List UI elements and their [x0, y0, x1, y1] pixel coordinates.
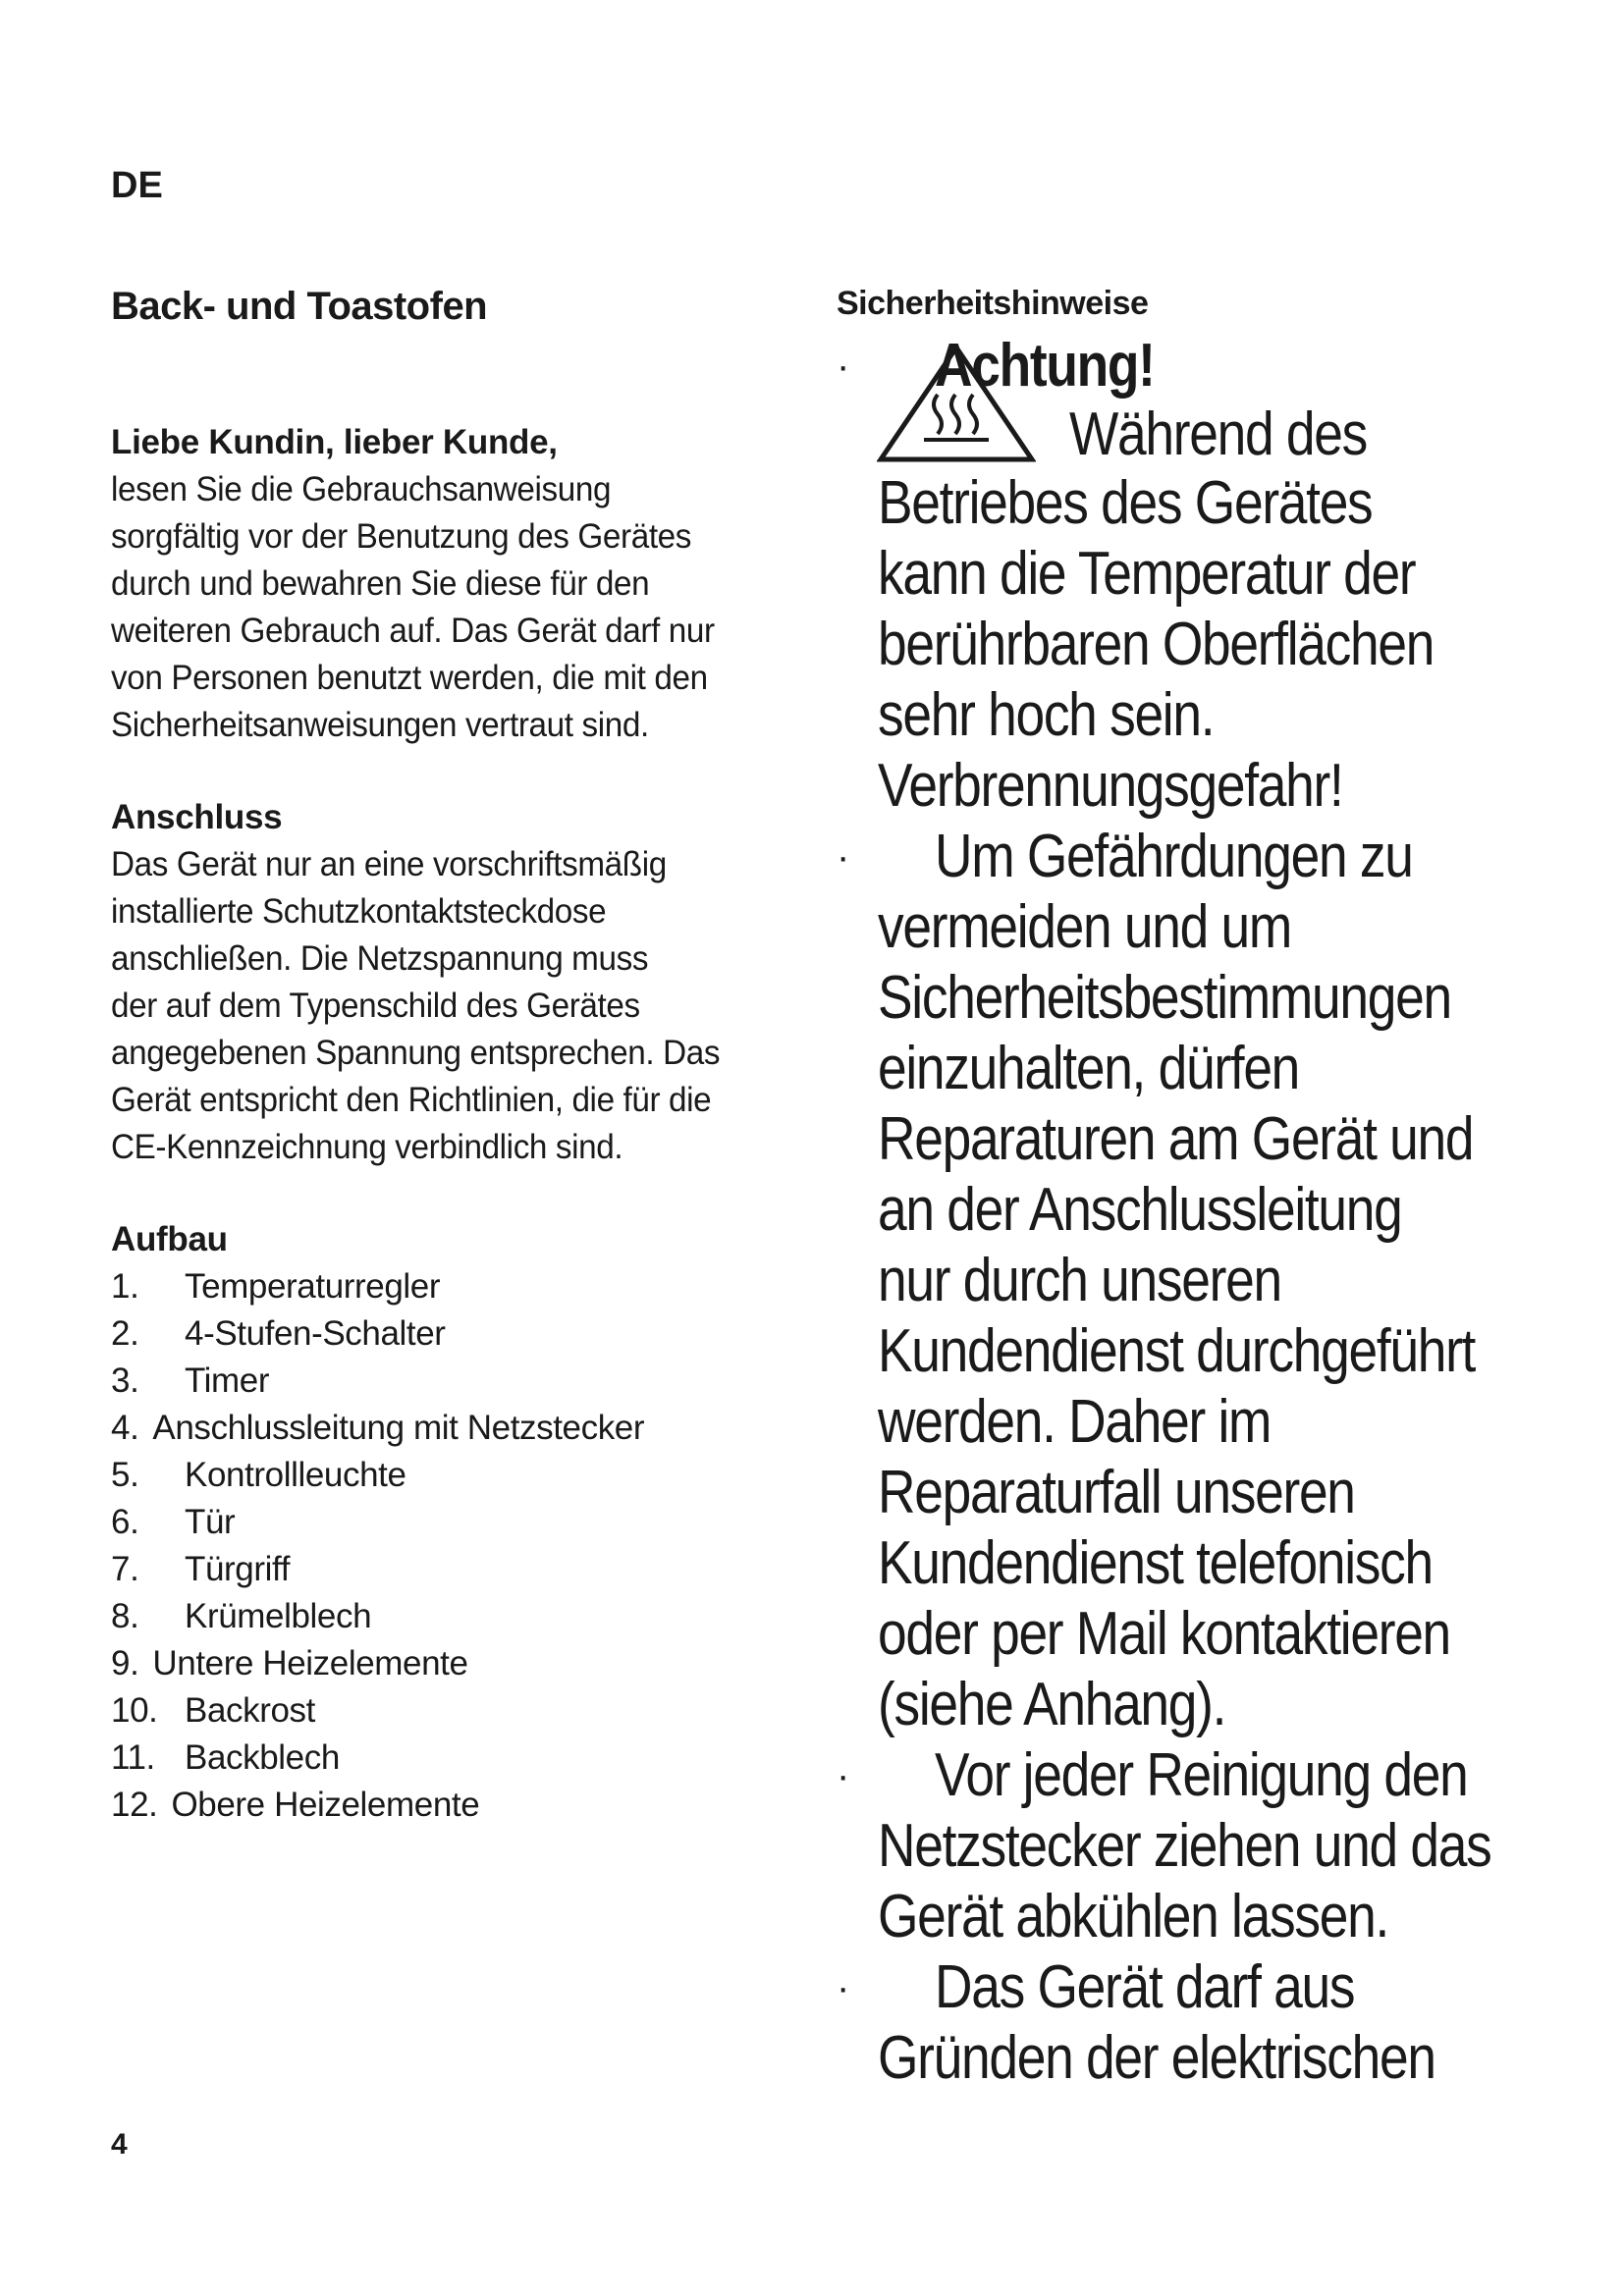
- list-item: [111, 1687, 788, 1735]
- safety-line: einzuhalten, dürfen: [878, 1035, 1300, 1102]
- safety-line: Gründen der elektrischen: [878, 2024, 1435, 2092]
- part-number: 6.: [111, 1503, 139, 1541]
- safety-line: Reparaturen am Gerät und: [878, 1105, 1474, 1173]
- part-number: 10.: [111, 1691, 158, 1730]
- part-label: Kontrollleuchte: [185, 1456, 406, 1494]
- list-item: [111, 1358, 788, 1405]
- list-item: [111, 1499, 788, 1546]
- intro-line: durch und bewahren Sie diese für den: [111, 564, 650, 603]
- safety-heading: Sicherheitshinweise: [837, 285, 1149, 322]
- part-label: Obere Heizelemente: [171, 1786, 480, 1824]
- part-label: Türgriff: [185, 1550, 291, 1588]
- part-label: Untere Heizelemente: [152, 1644, 468, 1682]
- safety-line: Sicherheitsbestimmungen: [878, 964, 1451, 1032]
- greeting: Liebe Kundin, lieber Kunde,: [111, 423, 558, 461]
- safety-line: Verbrennungsgefahr!: [878, 752, 1343, 820]
- part-number: 11.: [111, 1738, 155, 1777]
- right-column: [837, 285, 1524, 2094]
- part-number: 1.: [111, 1267, 139, 1306]
- safety-line: Kundendienst durchgeführt: [878, 1317, 1476, 1385]
- part-number: 12.: [111, 1786, 158, 1824]
- safety-line: kann die Temperatur der: [878, 540, 1416, 608]
- list-item: [111, 1310, 788, 1358]
- safety-line: Um Gefährdungen zu: [935, 823, 1413, 890]
- part-number: 3.: [111, 1362, 139, 1400]
- intro-line: sorgfältig vor der Benutzung des Gerätes: [111, 517, 692, 556]
- safety-line: Das Gerät darf aus: [935, 1953, 1355, 2021]
- connection-line: angegebenen Spannung entsprechen. Das: [111, 1034, 721, 1072]
- structure-heading: Aufbau: [111, 1220, 228, 1258]
- connection-line: installierte Schutzkontaktsteckdose: [111, 892, 607, 931]
- connection-line: Das Gerät nur an eine vorschriftsmäßig: [111, 845, 667, 883]
- part-number: 7.: [111, 1550, 139, 1588]
- safety-line: Betriebes des Gerätes: [878, 469, 1373, 537]
- safety-line: Gerät abkühlen lassen.: [878, 1883, 1388, 1950]
- connection-heading: Anschluss: [111, 798, 283, 836]
- safety-line: vermeiden und um: [878, 893, 1291, 961]
- list-item: [111, 1452, 788, 1499]
- safety-item: [837, 822, 1524, 892]
- safety-line: sehr hoch sein.: [878, 681, 1215, 749]
- left-column: [111, 285, 788, 1829]
- document-title: Back- und Toastofen: [111, 285, 488, 328]
- bullet: ·: [837, 345, 850, 388]
- safety-item: [837, 1952, 1524, 2023]
- part-label: Backblech: [185, 1738, 340, 1777]
- part-label: Anschlussleitung mit Netzstecker: [152, 1409, 645, 1447]
- bullet: ·: [837, 1754, 850, 1797]
- safety-line: (siehe Anhang).: [878, 1671, 1226, 1738]
- part-number: 8.: [111, 1597, 139, 1635]
- connection-line: der auf dem Typenschild des Gerätes: [111, 987, 640, 1025]
- safety-line: berührbaren Oberflächen: [878, 611, 1435, 678]
- list-item: [111, 1405, 788, 1452]
- list-item: [111, 1735, 788, 1782]
- part-number: 9.: [111, 1644, 139, 1682]
- connection-line: Gerät entspricht den Richtlinien, die für die: [111, 1081, 712, 1119]
- intro-line: Sicherheitsanweisungen vertraut sind.: [111, 706, 649, 744]
- part-number: 4.: [111, 1409, 139, 1447]
- safety-line: an der Anschlussleitung: [878, 1176, 1402, 1244]
- part-label: Krümelblech: [185, 1597, 372, 1635]
- safety-line: Kundendienst telefonisch: [878, 1529, 1433, 1597]
- part-number: 5.: [111, 1456, 139, 1494]
- safety-line: nur durch unseren: [878, 1247, 1281, 1314]
- safety-line: oder per Mail kontaktieren: [878, 1600, 1450, 1668]
- part-number: 2.: [111, 1314, 139, 1353]
- part-label: Temperaturregler: [185, 1267, 441, 1306]
- list-item: [111, 1640, 788, 1687]
- list-item: [111, 1263, 788, 1310]
- safety-line: Vor jeder Reinigung den: [935, 1741, 1468, 1809]
- safety-item: [837, 1740, 1524, 1811]
- part-label: Tür: [185, 1503, 236, 1541]
- intro-line: lesen Sie die Gebrauchsanweisung: [111, 470, 612, 508]
- part-label: 4-Stufen-Schalter: [185, 1314, 446, 1353]
- hot-surface-warning-icon: [877, 344, 1036, 463]
- page-number: 4: [111, 2128, 128, 2161]
- list-item: [111, 1593, 788, 1640]
- part-label: Backrost: [185, 1691, 315, 1730]
- parts-list: [111, 1263, 788, 1829]
- safety-line: Während des: [1069, 400, 1367, 468]
- language-code: DE: [111, 165, 163, 206]
- intro-paragraph: [111, 466, 788, 749]
- bullet: ·: [837, 1966, 850, 2009]
- connection-line: CE-Kennzeichnung verbindlich sind.: [111, 1128, 623, 1166]
- attention-heading: Achtung!: [935, 332, 1155, 400]
- safety-line: Netzstecker ziehen und das: [878, 1812, 1491, 1880]
- bullet: ·: [837, 835, 850, 879]
- intro-line: von Personen benutzt werden, die mit den: [111, 659, 708, 697]
- intro-line: weiteren Gebrauch auf. Das Gerät darf nur: [111, 612, 715, 650]
- connection-line: anschließen. Die Netzspannung muss: [111, 939, 649, 978]
- list-item: [111, 1782, 788, 1829]
- list-item: [111, 1546, 788, 1593]
- safety-line: werden. Daher im: [878, 1388, 1272, 1456]
- safety-line: Reparaturfall unseren: [878, 1459, 1355, 1526]
- part-label: Timer: [185, 1362, 270, 1400]
- connection-paragraph: [111, 841, 788, 1171]
